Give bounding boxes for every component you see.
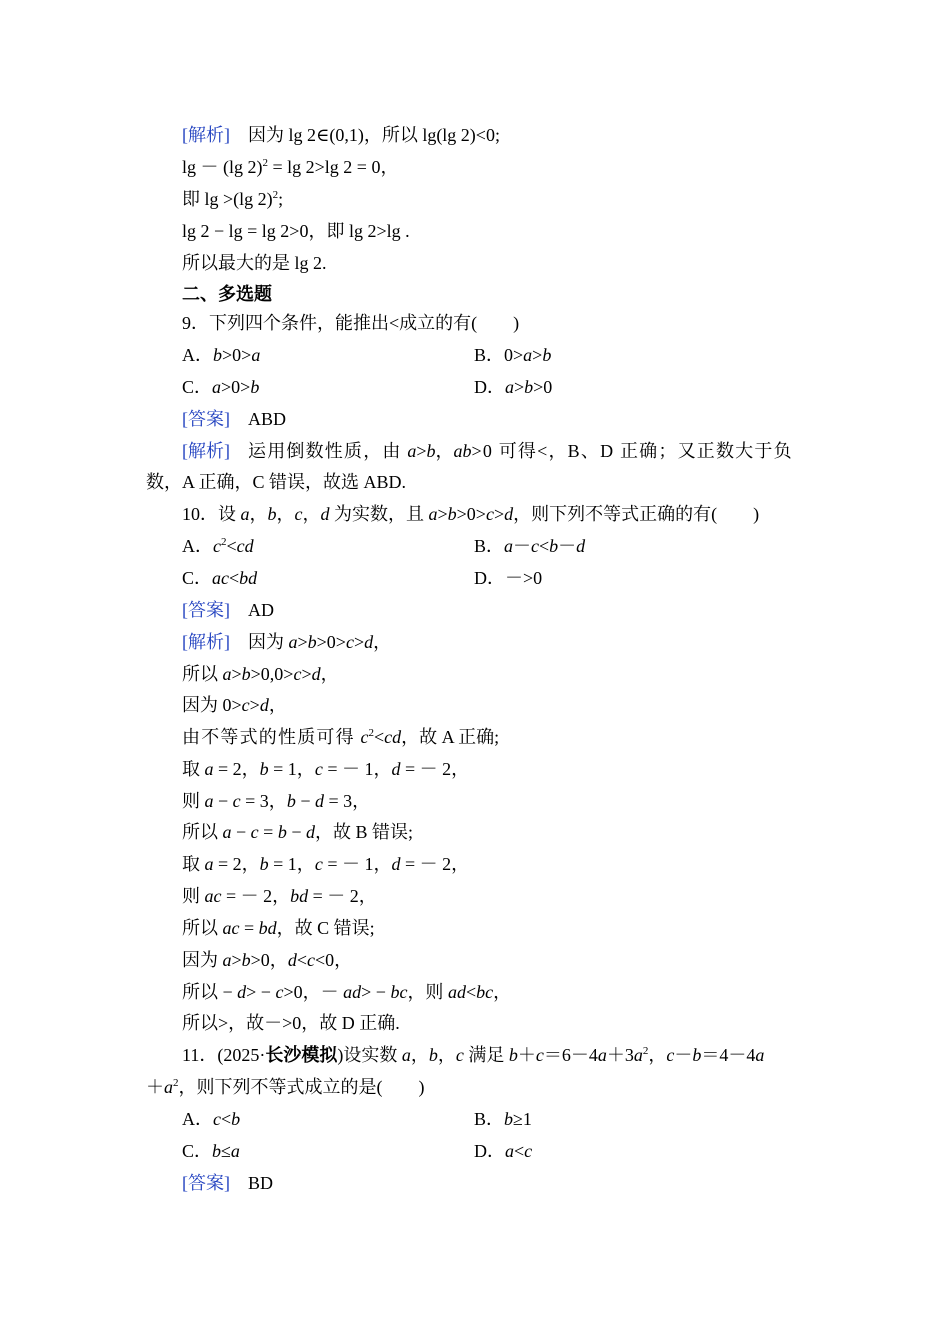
q11-answer: [答案] BD (182, 1173, 274, 1193)
q11-option-b: B．b≥1 (474, 1109, 532, 1129)
q9-answer: [答案] ABD (182, 409, 287, 429)
q9-option-a: A．b>0>a (182, 345, 261, 365)
analysis-tag: [解析] (182, 632, 230, 652)
q10-answer: [答案] AD (182, 600, 274, 620)
q10-analysis-line-8: 取 a = 2，b = 1，c = － 1，d = － 2， (182, 854, 470, 874)
q9-analysis-line-1: [解析] 运用倒数性质，由 a>b，ab>0 可得<，B、D 正确；又正数大于负 (182, 441, 793, 461)
q10-analysis-line-5: 取 a = 2，b = 1，c = － 1，d = － 2， (182, 759, 470, 779)
q11-option-c: C．b≤a (182, 1141, 240, 1161)
answer-tag: [答案] (182, 409, 230, 429)
q9-analysis-line-2: 数，A 正确，C 错误，故选 ABD. (146, 472, 407, 492)
q10-analysis-line-11: 因为 a>b>0，d<c<0， (182, 950, 353, 970)
q10-analysis-line-13: 所以>，故－>0，故 D 正确. (182, 1013, 400, 1033)
analysis-tag: [解析] (182, 441, 230, 461)
question-11-line-1: 11．(2025·长沙模拟)设实数 a，b，c 满足 $b+c=6-4a+3a^2$，c－b＝4－4a (182, 1045, 765, 1065)
q10-analysis-line-6: 则 a − c = 3，b − d = 3， (182, 791, 371, 811)
q10-analysis-line-3: 因为 0>c>d， (182, 695, 287, 715)
q9-option-d: D．a>b>0 (474, 377, 553, 397)
analysis-tag: [解析] (182, 125, 230, 145)
question-11-line-2: $+a^2$，则下列不等式成立的是( ) (146, 1077, 425, 1097)
analysis-line-4: lg 2 − lg = lg 2>0，即 lg 2>lg . (182, 221, 410, 241)
q10-analysis-line-12: 所以 − d> − c>0，－ ad> − bc，则 ad<bc， (182, 982, 512, 1002)
q10-analysis-line-1: [解析] 因为 a>b>0>c>d， (182, 632, 392, 652)
q10-analysis-line-2: 所以 a>b>0,0>c>d， (182, 664, 339, 684)
q9-option-b: B．0>a>b (474, 345, 552, 365)
question-9: 9．下列四个条件，能推出<成立的有( ) (182, 313, 520, 333)
q9-option-c: C．a>0>b (182, 377, 260, 397)
analysis-line-1: [解析] 因为 lg 2∈(0,1)，所以 lg(lg 2)<0; (182, 125, 500, 145)
q10-analysis-line-7: 所以 a − c = b − d，故 B 错误; (182, 822, 413, 842)
q10-option-c: C．ac<bd (182, 568, 258, 588)
analysis-line-5: 所以最大的是 lg 2. (182, 253, 327, 273)
q11-option-d: D．a<c (474, 1141, 533, 1161)
q11-option-a: A．c<b (182, 1109, 241, 1129)
q10-analysis-line-9: 则 ac = － 2，bd = － 2， (182, 886, 377, 906)
section-heading: 二、多选题 (182, 284, 272, 304)
answer-tag: [答案] (182, 1173, 230, 1193)
q10-analysis-line-4: 由不等式的性质可得 $c^2<cd$，故 A 正确; (182, 727, 500, 747)
q10-option-b: B．a－c<b－d (474, 536, 586, 556)
analysis-line-3: 即 lg >(lg 2)$^2$; (182, 189, 284, 209)
q10-analysis-line-10: 所以 ac = bd，故 C 错误; (182, 918, 375, 938)
q10-option-d: D．－>0 (474, 568, 543, 588)
analysis-line-2: lg － (lg 2)$^2$ = lg 2>lg 2 = 0， (182, 157, 399, 177)
answer-tag: [答案] (182, 600, 230, 620)
question-10: 10．设 a，b，c，d 为实数，且 a>b>0>c>d，则下列不等式正确的有( ) (182, 504, 760, 524)
q10-option-a: A．$c^2<cd$ (182, 536, 254, 556)
